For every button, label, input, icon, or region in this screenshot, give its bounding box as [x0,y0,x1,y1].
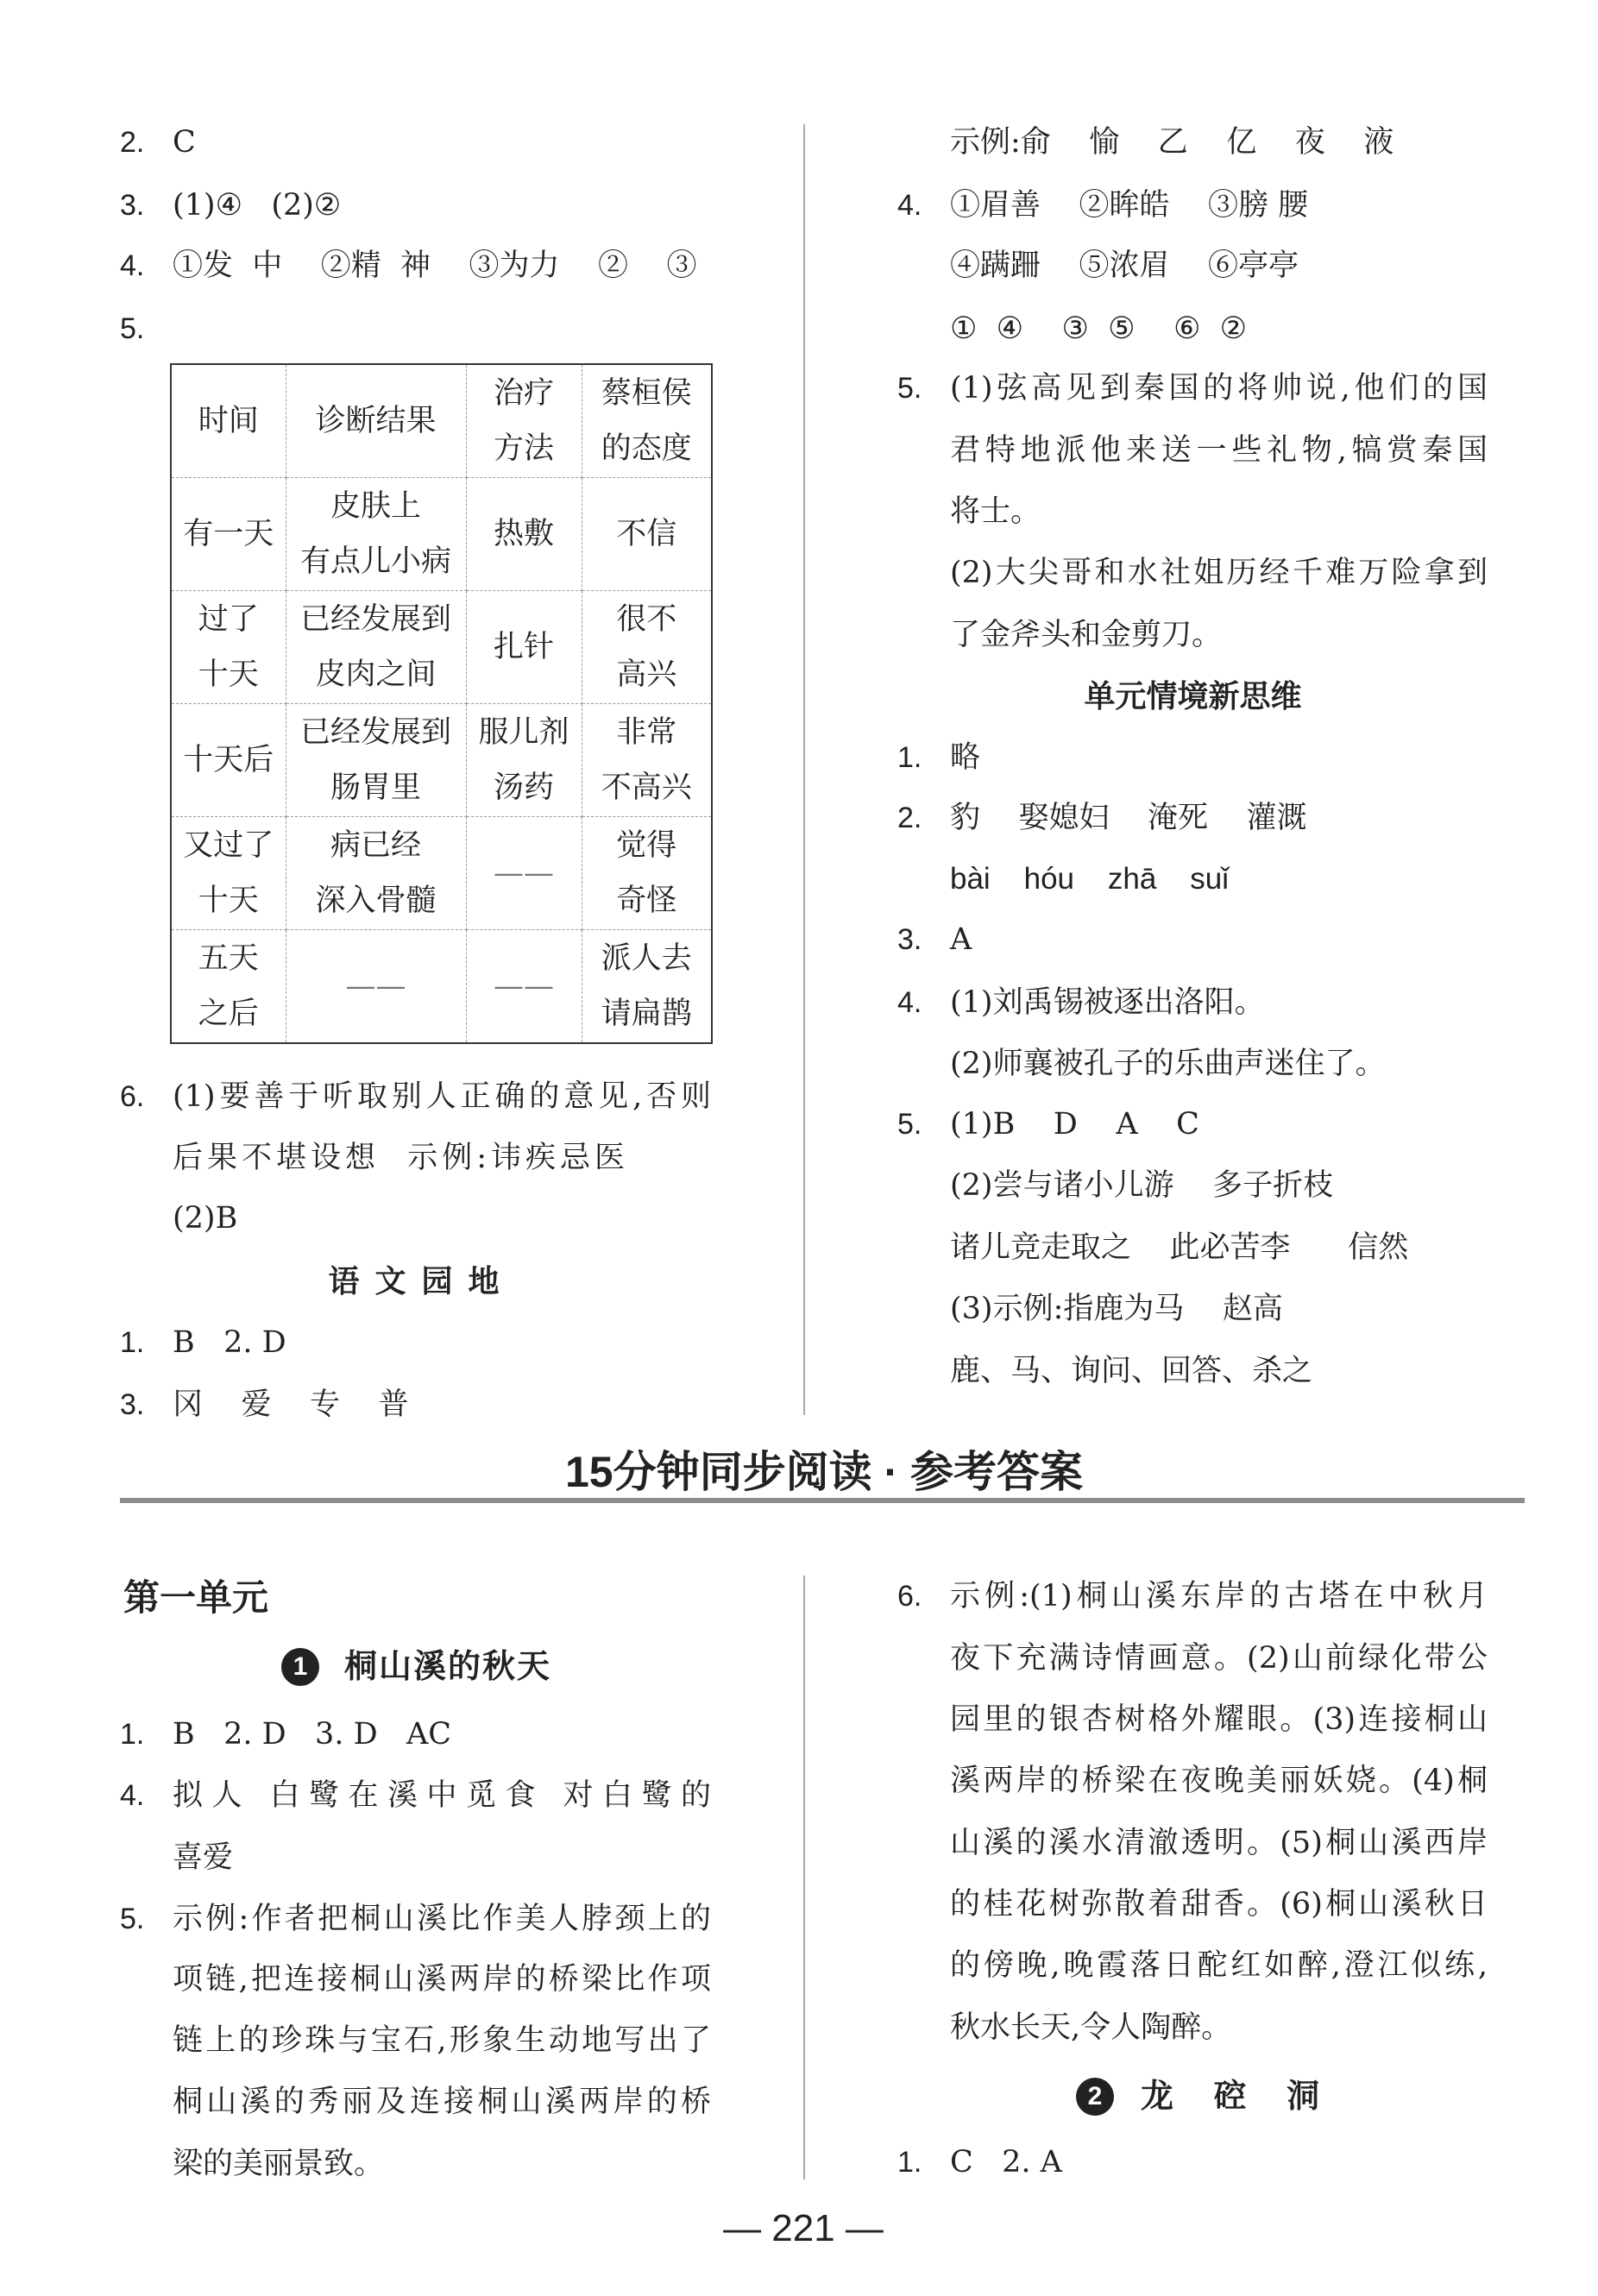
pinyin-text: bài hóu zhā suǐ [950,862,1229,896]
item-number: 6. [120,1080,145,1113]
table-row [171,478,712,591]
answer-text: 喜爱 [173,1840,234,1875]
cell-line: 汤药 [493,771,554,805]
lesson-number-badge: 2 [1076,2078,1114,2116]
table-cell [171,478,286,591]
answer-text: 将士。 [950,494,1041,529]
cell-line: 蔡桓侯 [601,376,692,411]
answer-text: 链上的珍珠与宝石,形象生动地写出了 [173,2023,711,2058]
answer-line [120,1136,711,1179]
answer-text: 了金斧头和金剪刀。 [950,618,1223,652]
answer-line [120,1774,711,1817]
answer-text: A [950,922,972,957]
answer-line [897,1883,1488,1926]
cell-line: 过了 [198,602,259,637]
page-number: — 221 — [723,2207,884,2249]
cell-line: 皮肤上 [330,489,421,524]
cell-line: 的态度 [601,431,692,466]
answer-text: 略 [950,740,981,775]
answer-line [897,918,1488,961]
answer-line [897,1759,1488,1802]
cell-line: 十天 [198,657,259,692]
empty-dash: —— [345,969,406,1003]
cell-line: 觉得 [616,828,677,863]
answer-text: 示例:(1)桐山溪东岸的古塔在中秋月 [950,1579,1488,1613]
answer-text: ①眉善 ②眸皓 ③膀 腰 [950,188,1309,223]
table-cell [466,478,582,591]
item-number: 4. [120,1779,145,1812]
answer-line [897,981,1488,1024]
lesson-title: 桐山溪的秋天 [344,1649,552,1685]
table-cell [171,704,286,817]
cell-line: 时间 [198,404,259,438]
answer-text: (2)师襄被孔子的乐曲声迷住了。 [950,1047,1386,1081]
table-row [171,591,712,704]
answer-text: (2)B [173,1201,238,1236]
table-header-row [171,364,712,478]
answer-text: 冈 爱 专 普 [173,1387,409,1422]
answer-text: ④蹒跚 ⑤浓眉 ⑥亭亭 [950,248,1299,283]
answer-text: 豹 娶媳妇 淹死 灌溉 [950,801,1307,835]
cell-line: 十天后 [183,743,274,777]
heading-rule [120,1498,1525,1503]
cell-line: 请扁鹊 [601,997,692,1031]
table-row [171,704,712,817]
answer-line [897,244,1488,287]
answer-line [120,1197,711,1240]
table-cell [466,930,582,1044]
answer-text: C 2. A [950,2145,1062,2180]
item-number: 4. [897,189,922,222]
answer-line [897,796,1488,840]
cell-line: 扎针 [493,630,554,664]
table-cell [286,930,466,1044]
cell-line: 又过了 [183,828,274,863]
table-cell [171,591,286,704]
cell-line: 热敷 [493,517,554,551]
answer-line [120,121,711,164]
item-number: 5. [120,312,145,345]
answer-text: 的桂花树弥散着甜香。(6)桐山溪秋日 [950,1887,1488,1922]
answer-line [897,1226,1488,1269]
answer-line [897,307,1488,350]
answer-line [897,1042,1488,1085]
cell-line: 皮肉之间 [315,657,437,692]
answer-text: 夜下充满诗情画意。(2)山前绿化带公 [950,1641,1488,1676]
answer-line [120,1713,711,1756]
item-number: 2. [120,126,145,159]
item-number: 3. [120,189,145,222]
cell-line: 深入骨髓 [315,884,437,918]
cell-line: 不高兴 [601,771,692,805]
item-number: 5. [897,372,922,405]
table-cell [466,817,582,930]
answer-text: (1)刘禹锡被逐出洛阳。 [950,985,1265,1020]
table-cell [466,364,582,478]
cell-line: 派人去 [601,941,692,976]
answer-line [897,613,1488,657]
answer-text: 山溪的溪水清澈透明。(5)桐山溪西岸 [950,1826,1488,1860]
table-cell [286,364,466,478]
table-cell [171,364,286,478]
answer-line [120,2080,711,2123]
answer-text: ①发 中 ②精 神 ③为力 ② ③ [173,248,697,283]
answer-text: ① ④ ③ ⑤ ⑥ ② [950,311,1248,346]
answer-text: 项链,把连接桐山溪两岸的桥梁比作项 [173,1962,711,1997]
table-cell [171,930,286,1044]
answer-line [120,1321,711,1364]
answer-text: 的傍晚,晚霞落日酡红如醉,澄江似练, [950,1948,1488,1983]
answer-line [897,1349,1488,1393]
item-number: 1. [120,1718,145,1751]
answer-text: B 2. D 3. D AC [173,1717,452,1752]
answer-line [897,1575,1488,1618]
item-number: 1. [897,2146,922,2179]
answer-text: (2)大尖哥和水社姐历经千难万险拿到 [950,556,1488,590]
answer-text: 诸儿竞走取之 此必苦李 信然 [950,1230,1409,1265]
cell-line: 非常 [616,715,677,750]
answer-line [897,2006,1488,2049]
answer-text: (2)尝与诸小儿游 多子折枝 [950,1168,1334,1203]
answer-line [120,1958,711,2001]
cell-line: 高兴 [616,657,677,692]
cell-line: 之后 [198,997,259,1031]
item-number: 3. [120,1388,145,1421]
answer-text: B 2. D [173,1325,286,1360]
item-number: 1. [897,741,922,774]
table-cell [582,478,712,591]
answer-line [120,307,711,350]
cell-line: 服儿剂 [478,715,569,750]
answer-line [897,551,1488,594]
table-row [171,930,712,1044]
answer-line [897,184,1488,227]
answer-line [897,1637,1488,1680]
item-number: 4. [120,249,145,282]
table-cell [582,364,712,478]
answer-line [897,1698,1488,1741]
item-number: 5. [120,1903,145,1935]
answer-text: (1)B D A C [950,1107,1199,1142]
table-cell [582,591,712,704]
answer-line [120,244,711,287]
answer-line [120,1075,711,1118]
answer-text: 拟人 白鹭在溪中觅食 对白鹭的 [173,1778,711,1813]
answer-text: C [173,125,196,160]
item-number: 5. [897,1108,922,1141]
answer-text: (1)弦高见到秦国的将帅说,他们的国 [950,371,1488,406]
answer-line [120,1383,711,1426]
answer-text: 溪两岸的桥梁在夜晚美丽妖娆。(4)桐 [950,1764,1488,1798]
answer-line [897,1164,1488,1207]
answer-table [170,363,713,1044]
cell-line: 方法 [493,431,554,466]
cell-line: 病已经 [330,828,421,863]
answer-line [897,121,1488,164]
answer-text: 示例:俞 愉 乙 亿 夜 液 [950,125,1394,160]
cell-line: 奇怪 [616,884,677,918]
cell-line: 已经发展到 [299,602,451,637]
table-cell [466,704,582,817]
cell-line: 已经发展到 [299,715,451,750]
item-number: 3. [897,923,922,956]
section-heading-unit-context: 单元情境新思维 [1084,678,1302,714]
answer-line [120,2142,711,2186]
answer-text: 梁的美丽景致。 [173,2147,385,2181]
cell-line: 有一天 [183,517,274,551]
answer-line [897,1103,1488,1146]
answer-text: 示例:作者把桐山溪比作美人脖颈上的 [173,1902,711,1936]
answer-line [897,1944,1488,1987]
column-divider-upper [803,124,805,1415]
cell-line: 有点儿小病 [299,544,451,579]
table-cell [582,817,712,930]
column-divider-lower [803,1576,805,2180]
cell-line: 五天 [198,941,259,976]
table-cell [582,704,712,817]
table-cell [171,817,286,930]
answer-text: (3)示例:指鹿为马 赵高 [950,1292,1283,1326]
answer-line [120,1836,711,1879]
answer-line [897,367,1488,410]
table-cell [286,704,466,817]
main-heading: 15分钟同步阅读 · 参考答案 [564,1448,1084,1496]
item-number: 2. [897,802,922,834]
item-number: 6. [897,1580,922,1613]
section-heading-yuwen-yuandi: 语 文 园 地 [328,1263,503,1299]
item-number: 1. [120,1326,145,1359]
answer-line [897,1287,1488,1330]
answer-text: 桐山溪的秀丽及连接桐山溪两岸的桥 [173,2085,711,2119]
table-row [171,817,712,930]
cell-line: 十天 [198,884,259,918]
table-cell [286,478,466,591]
empty-dash: —— [494,969,554,1003]
answer-text: (1)④ (2)② [173,188,342,223]
unit-title: 第一单元 [123,1577,269,1618]
cell-line: 很不 [616,602,677,637]
item-number: 4. [897,986,922,1019]
lesson-number-badge: 1 [281,1648,319,1686]
cell-line: 诊断结果 [315,404,437,438]
cell-line: 不信 [616,517,677,551]
table-cell [582,930,712,1044]
answer-line [897,2141,1488,2184]
answer-line [120,1897,711,1941]
answer-line [897,858,1488,901]
answer-line [120,2019,711,2062]
answer-text: 君特地派他来送一些礼物,犒赏秦国 [950,433,1488,468]
table-cell [286,591,466,704]
table-cell [466,591,582,704]
answer-text: 秋水长天,令人陶醉。 [950,2010,1232,2045]
cell-line: 治疗 [493,376,554,411]
answer-line [897,1821,1488,1865]
empty-dash: —— [494,856,554,890]
lesson-title: 龙 硿 洞 [1141,2079,1336,2115]
answer-text: 后果不堪设想 示例:讳疾忌医 [173,1141,630,1175]
table-cell [286,817,466,930]
answer-line [120,184,711,227]
answer-line [897,429,1488,472]
answer-line [897,736,1488,779]
answer-text: 园里的银杏树格外耀眼。(3)连接桐山 [950,1702,1488,1737]
answer-text: (1)要善于听取别人正确的意见,否则 [173,1079,711,1114]
answer-text: 鹿、马、询问、回答、杀之 [950,1354,1313,1388]
answer-line [897,490,1488,533]
cell-line: 肠胃里 [330,771,421,805]
